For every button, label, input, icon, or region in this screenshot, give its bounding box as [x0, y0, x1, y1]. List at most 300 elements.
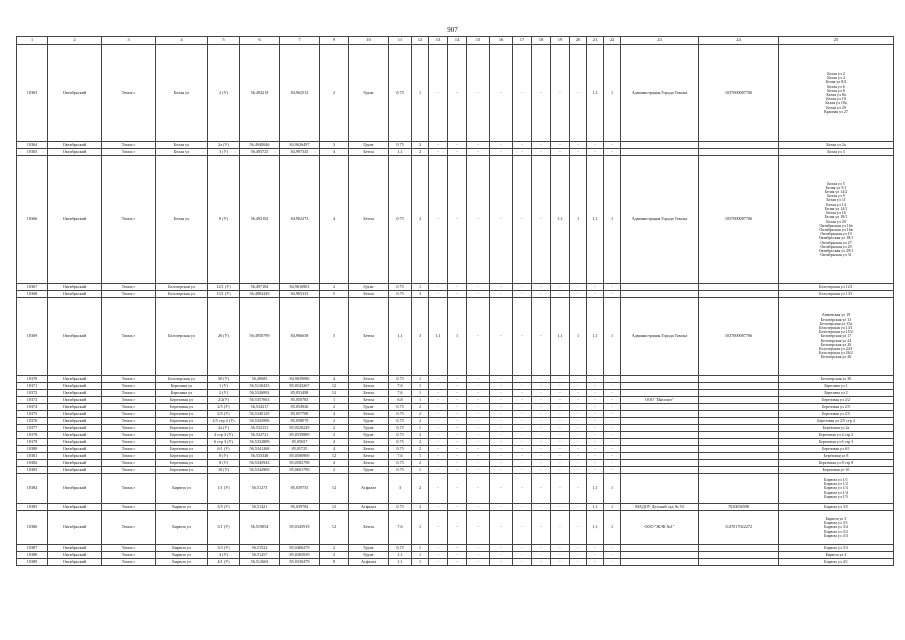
table-cell: -	[604, 545, 621, 552]
table-cell: 85,0406279	[280, 545, 320, 552]
address-item: Березовая ул 2/2	[822, 396, 850, 402]
table-cell: Грунт	[349, 45, 389, 142]
table-cell: -	[587, 446, 604, 453]
table-row	[17, 142, 894, 149]
table-cell	[699, 149, 779, 156]
table-cell: -	[429, 291, 448, 298]
table-cell: -	[467, 404, 490, 411]
table-cell: -	[587, 453, 604, 460]
table-cell: Октябрьский	[48, 418, 102, 425]
table-cell: 56,5342969	[240, 467, 280, 474]
table-cell: 0,75	[389, 376, 412, 383]
table-cell: -	[551, 474, 570, 504]
address-list-cell	[779, 432, 894, 439]
table-cell: 84,997345	[280, 149, 320, 156]
table-cell: 1,1	[389, 149, 412, 156]
table-cell: Бирюза ул	[156, 552, 208, 559]
table-cell: -	[587, 439, 604, 446]
table-cell: 10375	[17, 411, 48, 418]
table-row	[17, 418, 894, 425]
table-cell: 6/1 (У)	[208, 446, 240, 453]
table-cell: 1037000087706	[699, 45, 779, 142]
address-list-cell	[779, 45, 894, 142]
table-cell: Томск г	[102, 142, 156, 149]
table-cell: 10367	[17, 284, 48, 291]
table-cell: -	[467, 397, 490, 404]
table-cell: 5	[320, 298, 349, 376]
table-cell: 1	[604, 504, 621, 511]
address-item: Белая ул 10а	[825, 100, 847, 106]
address-item: Октябрьская ул 16в	[819, 226, 853, 232]
table-cell: -	[429, 439, 448, 446]
table-cell: Октябрьский	[48, 404, 102, 411]
table-cell: Томск г	[102, 474, 156, 504]
table-cell: Томск г	[102, 45, 156, 142]
address-item: Белозерская ул 24	[820, 337, 852, 343]
table-cell: -	[448, 418, 467, 425]
table-cell: 56,5326992	[240, 390, 280, 397]
table-cell: 0,75	[389, 460, 412, 467]
table-cell: -	[429, 460, 448, 467]
table-cell	[621, 453, 699, 460]
address-item: Белая ул 10	[826, 96, 846, 102]
table-cell	[621, 432, 699, 439]
table-cell: -	[490, 467, 513, 474]
table-cell: 1	[412, 425, 429, 432]
table-cell: -	[448, 291, 467, 298]
table-cell: -	[551, 511, 570, 545]
address-item: Белозерская ул 13/1	[819, 324, 853, 330]
table-cell: -	[551, 284, 570, 291]
header-cell: 2	[48, 37, 102, 45]
table-cell: Бетон	[349, 460, 389, 467]
table-cell: -	[490, 284, 513, 291]
header-cell: 13	[429, 37, 448, 45]
address-list-cell	[779, 511, 894, 545]
table-cell: 10371	[17, 383, 48, 390]
table-cell: 10377	[17, 425, 48, 432]
table-cell: 0,75	[389, 404, 412, 411]
table-cell: Бирюза ул	[156, 474, 208, 504]
table-cell: -	[429, 511, 448, 545]
table-cell: 85,0580969	[280, 453, 320, 460]
table-cell: 12/1 (У)	[208, 284, 240, 291]
table-cell: 2	[412, 460, 429, 467]
table-cell: 9 (У)	[208, 156, 240, 284]
table-cell: -	[570, 545, 587, 552]
table-cell: Томск г	[102, 149, 156, 156]
table-cell: Октябрьский	[48, 156, 102, 284]
address-item: Бирюза ул 1/3	[824, 485, 848, 491]
table-cell: 85,0345919	[280, 511, 320, 545]
header-cell: 14	[448, 37, 467, 45]
table-cell: 7020036598	[699, 504, 779, 511]
table-cell: -	[429, 418, 448, 425]
table-cell: -	[448, 397, 467, 404]
table-cell: -	[448, 460, 467, 467]
table-cell: 1,1	[587, 298, 604, 376]
table-cell: -	[532, 390, 551, 397]
address-item: Октябрьская ул 19	[820, 231, 852, 237]
table-cell	[621, 411, 699, 418]
address-item: Бирюза ул 1/4	[824, 489, 848, 495]
table-cell: Октябрьский	[48, 291, 102, 298]
table-cell: Октябрьский	[48, 439, 102, 446]
table-cell: -	[448, 376, 467, 383]
table-cell: -	[513, 504, 532, 511]
table-cell: 2 (У)	[208, 45, 240, 142]
table-cell: -	[448, 149, 467, 156]
table-cell	[699, 418, 779, 425]
table-cell: -	[604, 383, 621, 390]
table-cell: 56,51421	[240, 504, 280, 511]
header-cell: 18	[532, 37, 551, 45]
table-cell: -	[604, 390, 621, 397]
table-cell: -	[570, 142, 587, 149]
table-cell: -	[448, 425, 467, 432]
table-cell: -	[570, 418, 587, 425]
table-cell: -	[467, 291, 490, 298]
table-cell: -	[467, 453, 490, 460]
table-cell: -	[490, 383, 513, 390]
header-cell: 9	[320, 37, 349, 45]
table-cell: -	[429, 383, 448, 390]
table-cell: 0,75	[389, 156, 412, 284]
table-cell: 4	[320, 156, 349, 284]
table-cell	[621, 376, 699, 383]
table-cell: -	[490, 156, 513, 284]
table-cell: -	[604, 460, 621, 467]
table-row	[17, 504, 894, 511]
table-cell: 1037000087706	[699, 156, 779, 284]
table-cell: -	[448, 390, 467, 397]
table-cell: 1	[604, 298, 621, 376]
table-cell: -	[570, 460, 587, 467]
table-cell: 10364	[17, 142, 48, 149]
table-row	[17, 284, 894, 291]
table-cell: 4	[320, 460, 349, 467]
table-cell: 6 стр 3 (У)	[208, 439, 240, 446]
table-cell: 4/1 (У)	[208, 559, 240, 566]
table-cell: -	[532, 298, 551, 376]
table-cell: -	[587, 383, 604, 390]
table-cell: -	[429, 467, 448, 474]
table-cell: -	[467, 559, 490, 566]
table-cell: -	[467, 390, 490, 397]
table-cell	[621, 149, 699, 156]
table-cell: -	[448, 284, 467, 291]
table-cell: 1,1	[587, 474, 604, 504]
address-list-cell	[779, 418, 894, 425]
address-item: Октябрьская ул 16а	[819, 222, 853, 228]
table-cell: Октябрьский	[48, 411, 102, 418]
header-cell: 16	[490, 37, 513, 45]
table-cell: 2	[412, 149, 429, 156]
table-cell: 10374	[17, 404, 48, 411]
table-cell: -	[513, 45, 532, 142]
table-cell: Октябрьский	[48, 453, 102, 460]
table-cell: 10386	[17, 511, 48, 545]
table-cell: -	[551, 467, 570, 474]
address-list-cell	[779, 383, 894, 390]
table-cell: -	[490, 511, 513, 545]
table-cell: 2а (У)	[208, 425, 240, 432]
table-cell: -	[604, 418, 621, 425]
table-cell: 56,49685	[240, 376, 280, 383]
table-cell: 10381	[17, 453, 48, 460]
address-list-cell	[779, 446, 894, 453]
table-cell: -	[467, 432, 490, 439]
table-cell: -	[587, 545, 604, 552]
table-cell: -	[490, 291, 513, 298]
table-cell	[621, 383, 699, 390]
table-cell: -	[467, 446, 490, 453]
table-cell: 1,1	[587, 156, 604, 284]
table-cell: 2/5 стр 4 (У)	[208, 418, 240, 425]
table-cell: Березовая ул	[156, 446, 208, 453]
table-cell: 10389	[17, 559, 48, 566]
table-cell: -	[490, 559, 513, 566]
table-cell: -	[604, 376, 621, 383]
table-cell	[621, 439, 699, 446]
address-item: Красная ул 27	[824, 108, 848, 114]
address-list-cell	[779, 291, 894, 298]
address-item: Белая ул 8/2	[825, 79, 847, 85]
table-cell	[699, 376, 779, 383]
table-cell: Томск г	[102, 425, 156, 432]
table-cell: 2	[412, 404, 429, 411]
table-cell: Бетон	[349, 291, 389, 298]
table-cell: 10363	[17, 45, 48, 142]
table-cell: 0,75	[389, 425, 412, 432]
table-cell: 56,4982449	[240, 291, 280, 298]
address-list-cell	[779, 467, 894, 474]
table-row	[17, 383, 894, 390]
table-row	[17, 474, 894, 504]
table-cell: 2	[412, 432, 429, 439]
table-cell	[699, 411, 779, 418]
table-cell: -	[513, 474, 532, 504]
table-cell: 85,05725	[280, 446, 320, 453]
address-item: Бирюза ул 3/3	[824, 532, 848, 538]
table-cell: -	[490, 552, 513, 559]
table-cell: -	[448, 45, 467, 142]
table-cell: -	[570, 552, 587, 559]
table-row	[17, 511, 894, 545]
table-cell	[699, 439, 779, 446]
table-cell: Белая ул	[156, 149, 208, 156]
table-cell: Октябрьский	[48, 559, 102, 566]
page-number: 907	[447, 26, 458, 34]
address-list-cell	[779, 425, 894, 432]
table-cell: -	[467, 474, 490, 504]
table-cell: Бетон	[349, 446, 389, 453]
address-item: Белая ул 29	[826, 104, 846, 110]
address-item: Белозерская ул 13	[820, 316, 852, 322]
address-item: Бирюза ул 1/2	[824, 481, 848, 487]
address-item: Березина ул 1	[824, 382, 848, 388]
address-item: Березовая ул 8	[823, 452, 849, 458]
table-cell: -	[532, 439, 551, 446]
table-cell: -	[532, 142, 551, 149]
table-cell: 0,75	[389, 432, 412, 439]
table-cell: -	[429, 390, 448, 397]
table-cell: Томск г	[102, 552, 156, 559]
table-cell: 85,054926	[280, 404, 320, 411]
table-cell: 1	[604, 511, 621, 545]
address-list-cell	[779, 376, 894, 383]
address-list-cell	[779, 411, 894, 418]
table-cell: -	[551, 453, 570, 460]
table-cell: Томск г	[102, 559, 156, 566]
table-cell: -	[570, 284, 587, 291]
address-item: Белозерская ул 30	[820, 375, 852, 381]
table-cell: -	[532, 383, 551, 390]
table-cell: 7,6	[389, 511, 412, 545]
table-cell	[621, 460, 699, 467]
table-cell: 56,5357063	[240, 397, 280, 404]
table-cell: 4 стр 3 (У)	[208, 432, 240, 439]
table-cell: -	[532, 397, 551, 404]
table-cell: -	[429, 446, 448, 453]
header-cell: 15	[467, 37, 490, 45]
table-cell: 56,51273	[240, 474, 280, 504]
table-cell: 56,4950799	[240, 298, 280, 376]
address-list-cell	[779, 142, 894, 149]
table-cell: -	[429, 545, 448, 552]
table-cell: 2	[412, 446, 429, 453]
table-cell: 2	[320, 545, 349, 552]
header-cell: 22	[604, 37, 621, 45]
table-cell: -	[429, 453, 448, 460]
table-cell: 56,493102	[240, 156, 280, 284]
table-cell: 1,1	[587, 45, 604, 142]
table-cell: -	[429, 404, 448, 411]
table-cell: -	[467, 376, 490, 383]
table-cell: Грунт	[349, 404, 389, 411]
table-cell: -	[570, 404, 587, 411]
table-cell: -	[532, 552, 551, 559]
table-cell: 56,533348	[240, 453, 280, 460]
address-item: Белозерская ул 26	[820, 354, 852, 360]
table-cell: -	[587, 411, 604, 418]
table-cell: Октябрьский	[48, 467, 102, 474]
table-cell: -	[467, 545, 490, 552]
table-cell: -	[429, 552, 448, 559]
table-cell: 10385	[17, 504, 48, 511]
table-cell: 56,5345943	[240, 460, 280, 467]
table-cell: 1,1	[429, 298, 448, 376]
table-cell: -	[570, 467, 587, 474]
table-cell: 1	[570, 298, 587, 376]
table-cell: -	[587, 142, 604, 149]
table-cell: -	[448, 142, 467, 149]
address-item: Белозерская ул 13/1	[819, 290, 853, 296]
table-cell: 56,512663	[240, 559, 280, 566]
table-cell: 7,6	[389, 390, 412, 397]
table-cell: Бетон	[349, 149, 389, 156]
table-cell: -	[448, 504, 467, 511]
table-cell: 2	[412, 439, 429, 446]
address-item: Белозерская ул 15а	[819, 320, 853, 326]
table-cell: 56,497184	[240, 284, 280, 291]
table-cell: Бетон	[349, 511, 389, 545]
table-cell: 3	[412, 291, 429, 298]
table-cell: -	[429, 142, 448, 149]
table-row	[17, 467, 894, 474]
table-cell: 4	[320, 411, 349, 418]
table-cell: 85,05657	[280, 439, 320, 446]
table-cell: -	[448, 559, 467, 566]
table-cell: Березовая ул	[156, 425, 208, 432]
table-cell: Березовая ул	[156, 397, 208, 404]
table-cell: Октябрьский	[48, 397, 102, 404]
table-cell: -	[587, 284, 604, 291]
table-cell: 10373	[17, 397, 48, 404]
address-list-cell	[779, 552, 894, 559]
table-cell: Октябрьский	[48, 545, 102, 552]
table-cell: -	[490, 390, 513, 397]
table-cell	[621, 390, 699, 397]
table-cell: 2	[320, 418, 349, 425]
table-cell: -	[532, 418, 551, 425]
table-cell: -	[513, 425, 532, 432]
table-cell: -	[570, 439, 587, 446]
table-cell: 10379	[17, 439, 48, 446]
table-cell: -	[551, 559, 570, 566]
table-cell: Бетон	[349, 453, 389, 460]
table-cell: Томск г	[102, 376, 156, 383]
table-cell: 1	[412, 397, 429, 404]
table-cell: -	[513, 142, 532, 149]
table-cell: 8	[320, 559, 349, 566]
table-cell	[621, 474, 699, 504]
table-cell: -	[570, 291, 587, 298]
address-item: Бирюза ул 4	[825, 551, 847, 557]
table-cell: -	[513, 397, 532, 404]
table-row	[17, 425, 894, 432]
table-cell: 85,0582798	[280, 460, 320, 467]
table-cell: 7,6	[389, 453, 412, 460]
table-cell: -	[587, 149, 604, 156]
table-cell: 84,962273	[280, 156, 320, 284]
address-item: Бирюза ул 1/5	[824, 493, 848, 499]
table-cell: Томск г	[102, 504, 156, 511]
table-cell: -	[587, 559, 604, 566]
table-cell	[699, 545, 779, 552]
table-cell: Октябрьский	[48, 446, 102, 453]
address-list-cell	[779, 474, 894, 504]
table-cell	[699, 432, 779, 439]
table-cell: 2	[320, 432, 349, 439]
table-cell: -	[551, 376, 570, 383]
table-cell: -	[490, 418, 513, 425]
table-cell	[621, 418, 699, 425]
table-cell	[699, 467, 779, 474]
table-cell	[621, 291, 699, 298]
table-cell: -	[513, 460, 532, 467]
table-cell: -	[490, 432, 513, 439]
table-cell: 85,0365939	[280, 552, 320, 559]
table-cell: 1	[412, 552, 429, 559]
table-cell: -	[604, 432, 621, 439]
table-cell: Октябрьский	[48, 474, 102, 504]
table-cell: 85,050783	[280, 397, 320, 404]
table-cell: 56,51522	[240, 545, 280, 552]
table-cell	[699, 404, 779, 411]
table-row	[17, 45, 894, 142]
table-cell: -	[429, 425, 448, 432]
